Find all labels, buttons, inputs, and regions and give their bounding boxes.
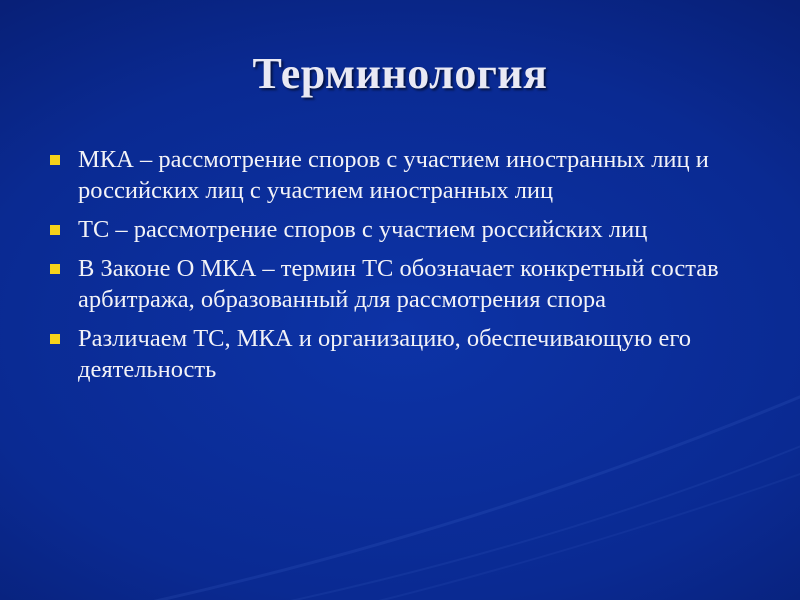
square-bullet-icon — [50, 264, 60, 274]
bullet-text: В Законе О МКА – термин ТС обозначает конкретный состав арбитража, образованный для рассмотрения спора — [78, 255, 719, 313]
bullet-list — [48, 144, 748, 393]
bullet-item — [48, 214, 748, 245]
bullet-item — [48, 323, 748, 385]
bullet-text: ТС – рассмотрение споров с участием российских лиц — [78, 216, 648, 243]
square-bullet-icon — [50, 225, 60, 235]
bullet-item — [48, 144, 748, 206]
square-bullet-icon — [50, 155, 60, 165]
bullet-text: МКА – рассмотрение споров с участием иностранных лиц и российских лиц с участием иностранных лиц — [78, 146, 709, 204]
square-bullet-icon — [50, 334, 60, 344]
slide-title: Терминология — [252, 49, 548, 98]
bullet-item — [48, 253, 748, 315]
bullet-text: Различаем ТС, МКА и организацию, обеспечивающую его деятельность — [78, 325, 692, 383]
